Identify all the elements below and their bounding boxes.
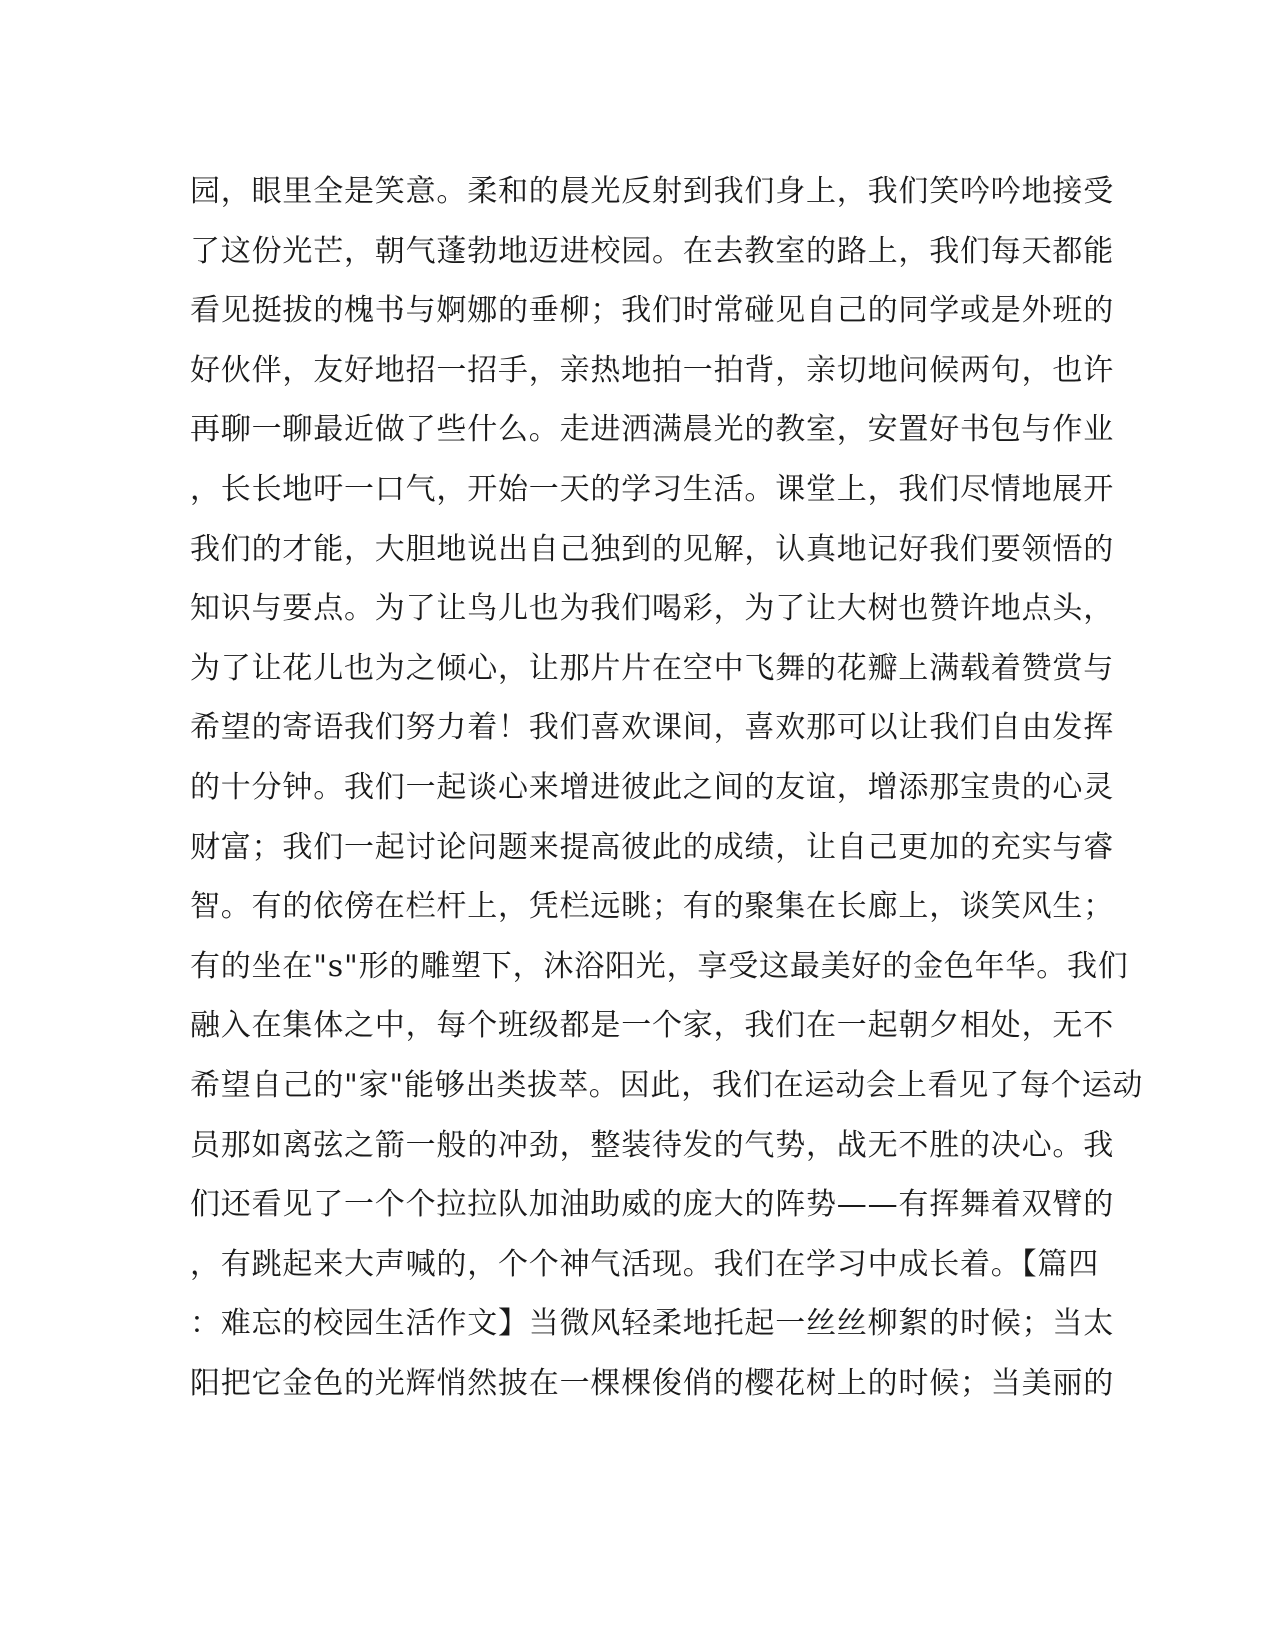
body-text: [190, 162, 1144, 1413]
text-line: 了这份光芒，朝气蓬勃地迈进校园。在去教室的路上，我们每天都能: [190, 233, 1114, 269]
text-line: 阳把它金色的光辉悄然披在一棵棵俊俏的樱花树上的时候；当美丽的: [190, 1365, 1114, 1401]
text-line: 再聊一聊最近做了些什么。走进洒满晨光的教室，安置好书包与作业: [190, 412, 1114, 448]
text-line: 知识与要点。为了让鸟儿也为我们喝彩，为了让大树也赞许地点头，: [190, 591, 1114, 627]
text-line: 我们的才能，大胆地说出自己独到的见解，认真地记好我们要领悟的: [190, 531, 1114, 567]
text-line: ：难忘的校园生活作文】当微风轻柔地托起一丝丝柳絮的时候；当太: [190, 1306, 1114, 1342]
text-line: 员那如离弦之箭一般的冲劲，整装待发的气势，战无不胜的决心。我: [190, 1127, 1114, 1163]
text-line: 们还看见了一个个拉拉队加油助威的庞大的阵势——有挥舞着双臂的: [190, 1187, 1114, 1223]
text-line: 的十分钟。我们一起谈心来增进彼此之间的友谊，增添那宝贵的心灵: [190, 769, 1114, 805]
text-line: ，有跳起来大声喊的，个个神气活现。我们在学习中成长着。【篇四: [190, 1246, 1099, 1282]
text-line: 好伙伴，友好地招一招手，亲热地拍一拍背，亲切地问候两句，也许: [190, 352, 1114, 388]
text-line: 希望的寄语我们努力着！我们喜欢课间，喜欢那可以让我们自由发挥: [190, 710, 1114, 746]
text-line: 为了让花儿也为之倾心，让那片片在空中飞舞的花瓣上满载着赞赏与: [190, 650, 1114, 686]
text-line: 融入在集体之中，每个班级都是一个家，我们在一起朝夕相处，无不: [190, 1008, 1114, 1044]
text-line: ，长长地吁一口气，开始一天的学习生活。课堂上，我们尽情地展开: [190, 471, 1114, 507]
text-line: 看见挺拔的槐书与婀娜的垂柳；我们时常碰见自己的同学或是外班的: [190, 293, 1114, 329]
text-line: 园，眼里全是笑意。柔和的晨光反射到我们身上，我们笑吟吟地接受: [190, 174, 1114, 209]
text-line: 财富；我们一起讨论问题来提高彼此的成绩，让自己更加的充实与睿: [190, 829, 1114, 865]
text-line: 有的坐在"s"形的雕塑下，沐浴阳光，享受这最美好的金色年华。我们: [190, 948, 1129, 984]
text-line: 希望自己的"家"能够出类拔萃。因此，我们在运动会上看见了每个运动: [190, 1067, 1144, 1103]
text-line: 智。有的依傍在栏杆上，凭栏远眺；有的聚集在长廊上，谈笑风生；: [190, 889, 1114, 925]
